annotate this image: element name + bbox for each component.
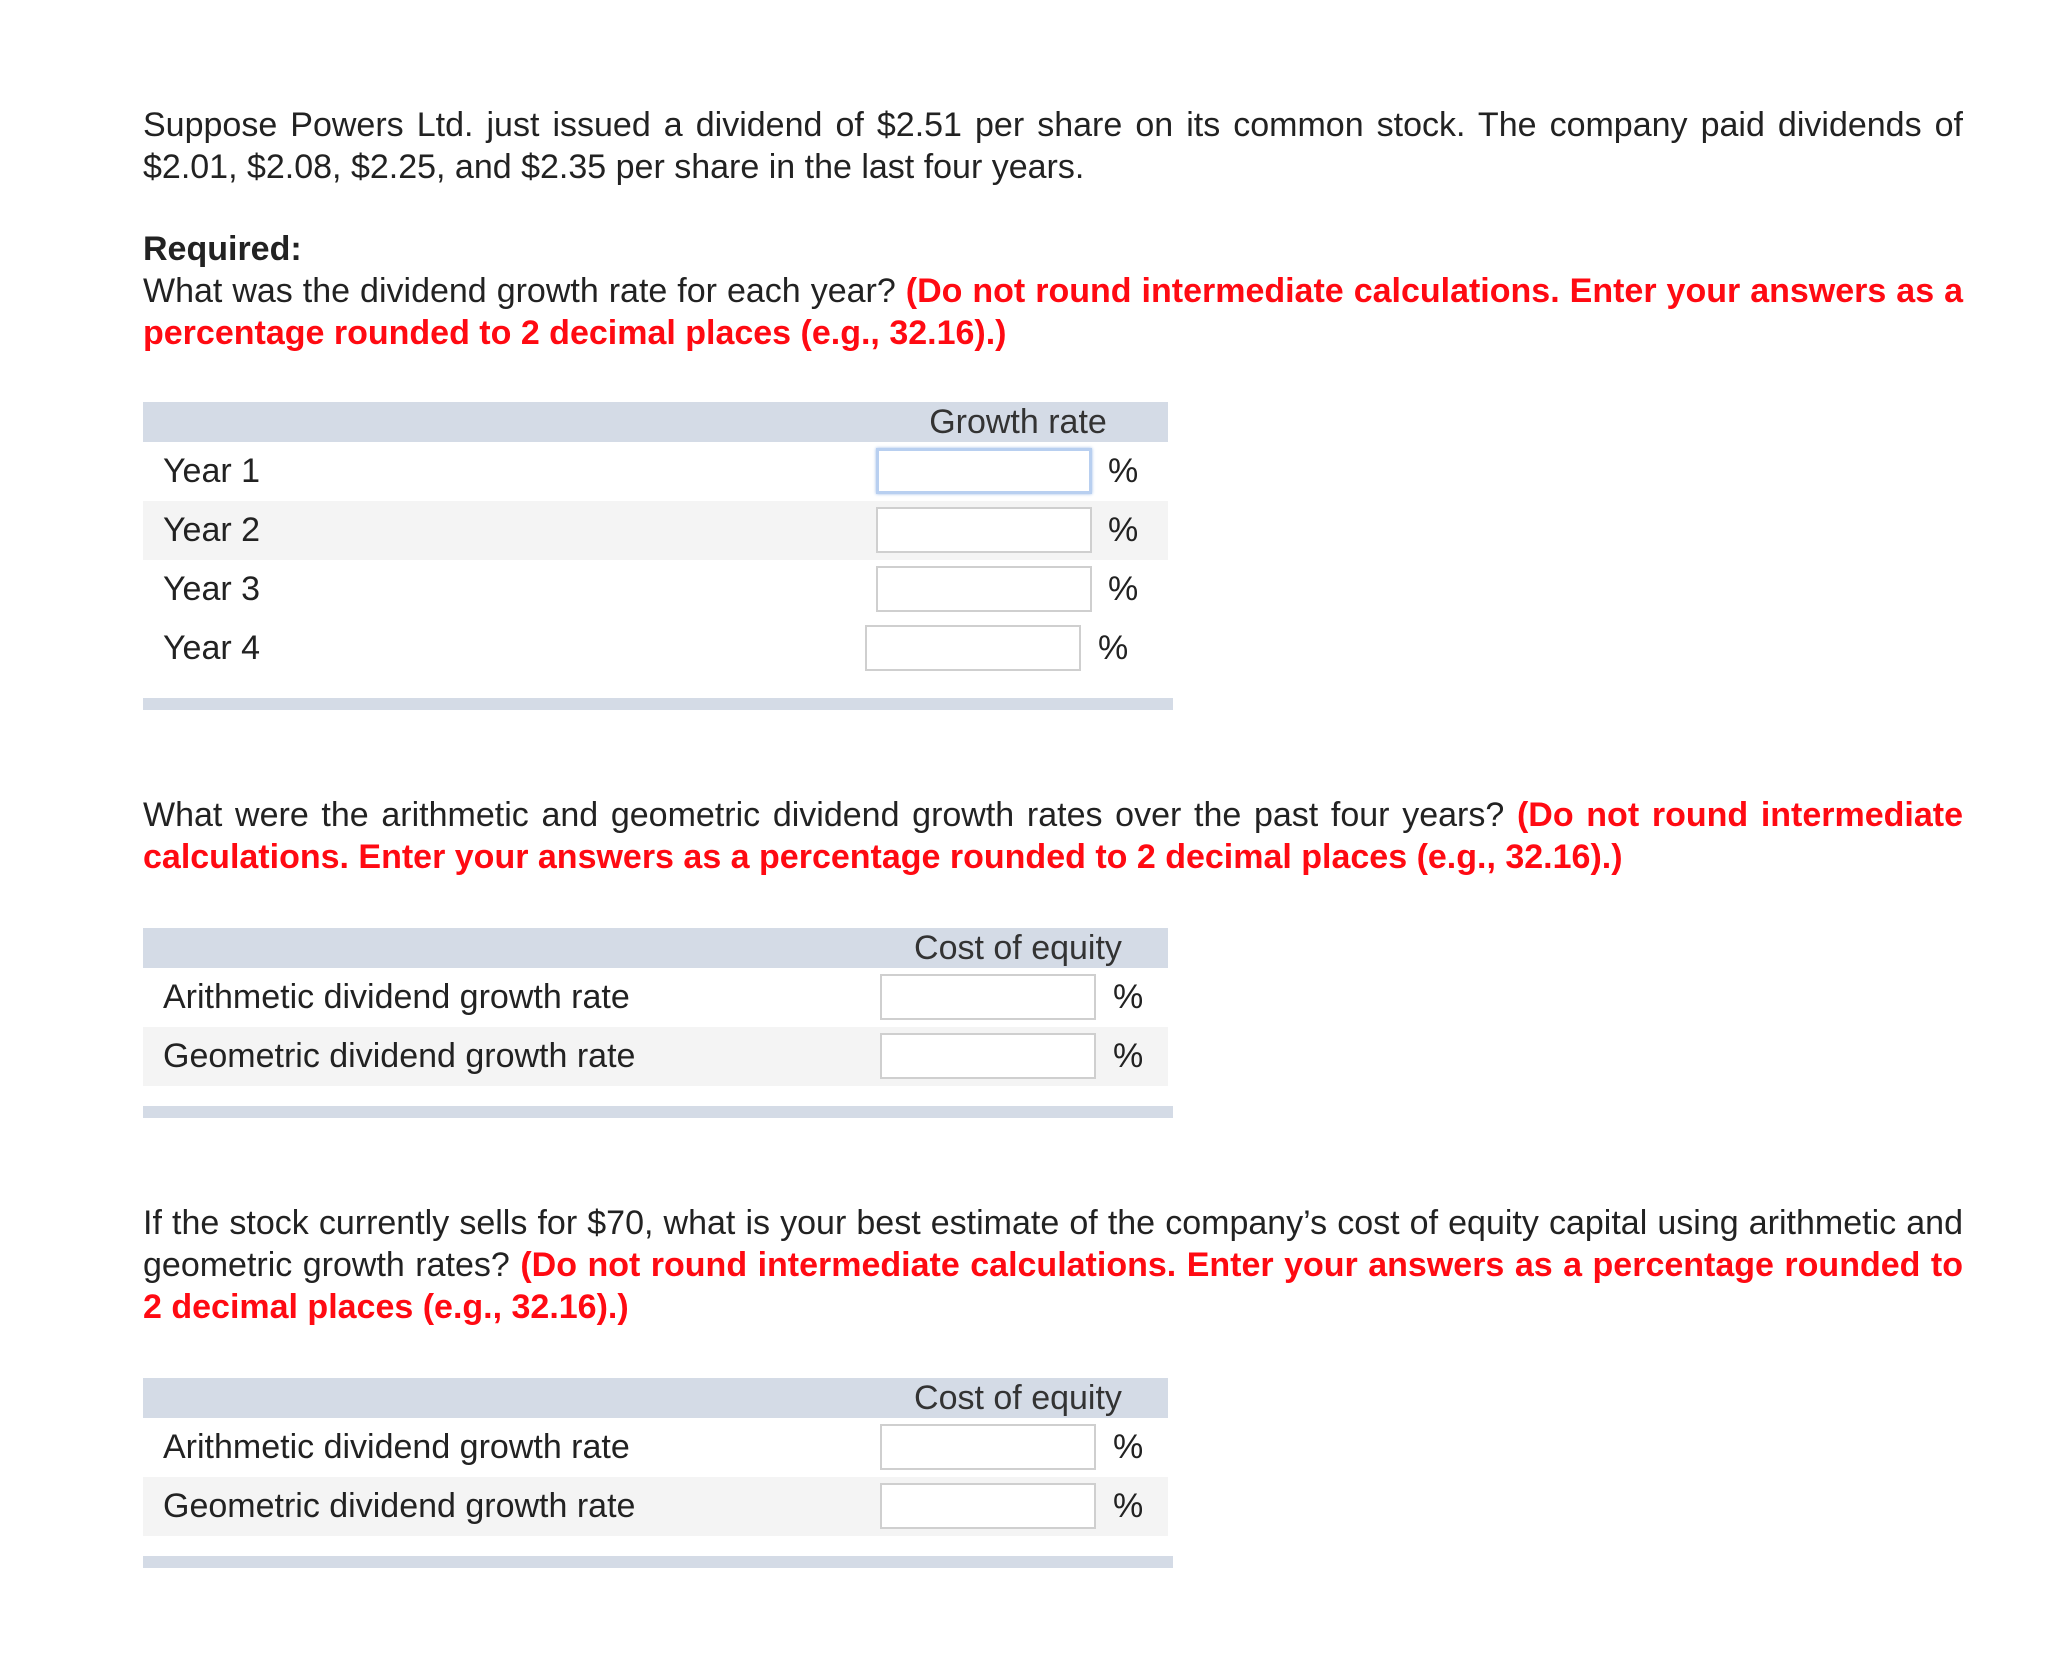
intro-text: Suppose Powers Ltd. just issued a dividend of $2.51 per share on its common stock. The company paid dividends of $2.01, $2.08, $2.25, and $2.35 per share in the last four years. <box>143 106 1963 186</box>
question-1 <box>143 228 1963 354</box>
table-row-year-2 <box>143 501 1168 560</box>
row-label: Year 2 <box>163 511 261 549</box>
growth-rate-table <box>143 402 1168 710</box>
question-2 <box>143 794 1963 878</box>
percent-unit: % <box>1113 1487 1144 1525</box>
row-label: Arithmetic dividend growth rate <box>163 978 630 1016</box>
row-label: Geometric dividend growth rate <box>163 1037 636 1075</box>
year-1-growth-input[interactable] <box>876 448 1092 494</box>
table-footer-bar <box>143 698 1173 710</box>
arithmetic-cost-of-equity-input[interactable] <box>880 1424 1096 1470</box>
table-footer-bar <box>143 1106 1173 1118</box>
question-1-instruction: (Do not round intermediate calculations. Enter your answers as a percentage rounded to 2 decimal places (e.g., 32.16).) <box>143 272 1963 352</box>
row-label: Year 1 <box>163 452 261 490</box>
row-label: Year 3 <box>163 570 261 608</box>
percent-unit: % <box>1108 570 1139 608</box>
year-4-growth-input[interactable] <box>865 625 1081 671</box>
column-header-cost-of-equity: Cost of equity <box>914 929 1122 967</box>
row-label: Geometric dividend growth rate <box>163 1487 636 1525</box>
column-header-growth-rate: Growth rate <box>929 403 1107 441</box>
table-header <box>143 402 1168 442</box>
question-1-text: What was the dividend growth rate for each year? <box>143 272 896 310</box>
column-header-cost-of-equity: Cost of equity <box>914 1379 1122 1417</box>
percent-unit: % <box>1113 1037 1144 1075</box>
question-2-instruction: (Do not round intermediate calculations. Enter your answers as a percentage rounded to 2 decimal places (e.g., 32.16).) <box>143 796 1964 876</box>
table-footer-bar <box>143 1556 1173 1568</box>
percent-unit: % <box>1113 1428 1144 1466</box>
question-2-text: What were the arithmetic and geometric dividend growth rates over the past four years? <box>143 796 1505 834</box>
table-header <box>143 1378 1168 1418</box>
year-2-growth-input[interactable] <box>876 507 1092 553</box>
geometric-cost-of-equity-input[interactable] <box>880 1483 1096 1529</box>
question-3-instruction: (Do not round intermediate calculations. Enter your answers as a percentage rounded to 2 decimal places (e.g., 32.16).) <box>143 1246 1963 1326</box>
question-3 <box>143 1202 1963 1328</box>
required-label: Required: <box>143 230 302 268</box>
row-label: Year 4 <box>163 629 261 667</box>
table-row-arithmetic <box>143 968 1168 1027</box>
row-label: Arithmetic dividend growth rate <box>163 1428 630 1466</box>
table-row-geometric <box>143 1027 1168 1086</box>
percent-unit: % <box>1098 629 1129 667</box>
table-row-year-4 <box>143 619 1168 678</box>
year-3-growth-input[interactable] <box>876 566 1092 612</box>
dividend-growth-table <box>143 928 1168 1118</box>
cost-of-equity-table <box>143 1378 1168 1568</box>
table-row-year-3 <box>143 560 1168 619</box>
percent-unit: % <box>1108 452 1139 490</box>
table-row-year-1 <box>143 442 1168 501</box>
table-row-geometric <box>143 1477 1168 1536</box>
question-3-text: If the stock currently sells for $70, what is your best estimate of the company’s cost of equity capital using arithmetic and geometric growth rates? <box>143 1204 1963 1284</box>
percent-unit: % <box>1108 511 1139 549</box>
question-content <box>143 104 1963 1568</box>
table-header <box>143 928 1168 968</box>
percent-unit: % <box>1113 978 1144 1016</box>
table-row-arithmetic <box>143 1418 1168 1477</box>
arithmetic-growth-input[interactable] <box>880 974 1096 1020</box>
geometric-growth-input[interactable] <box>880 1033 1096 1079</box>
